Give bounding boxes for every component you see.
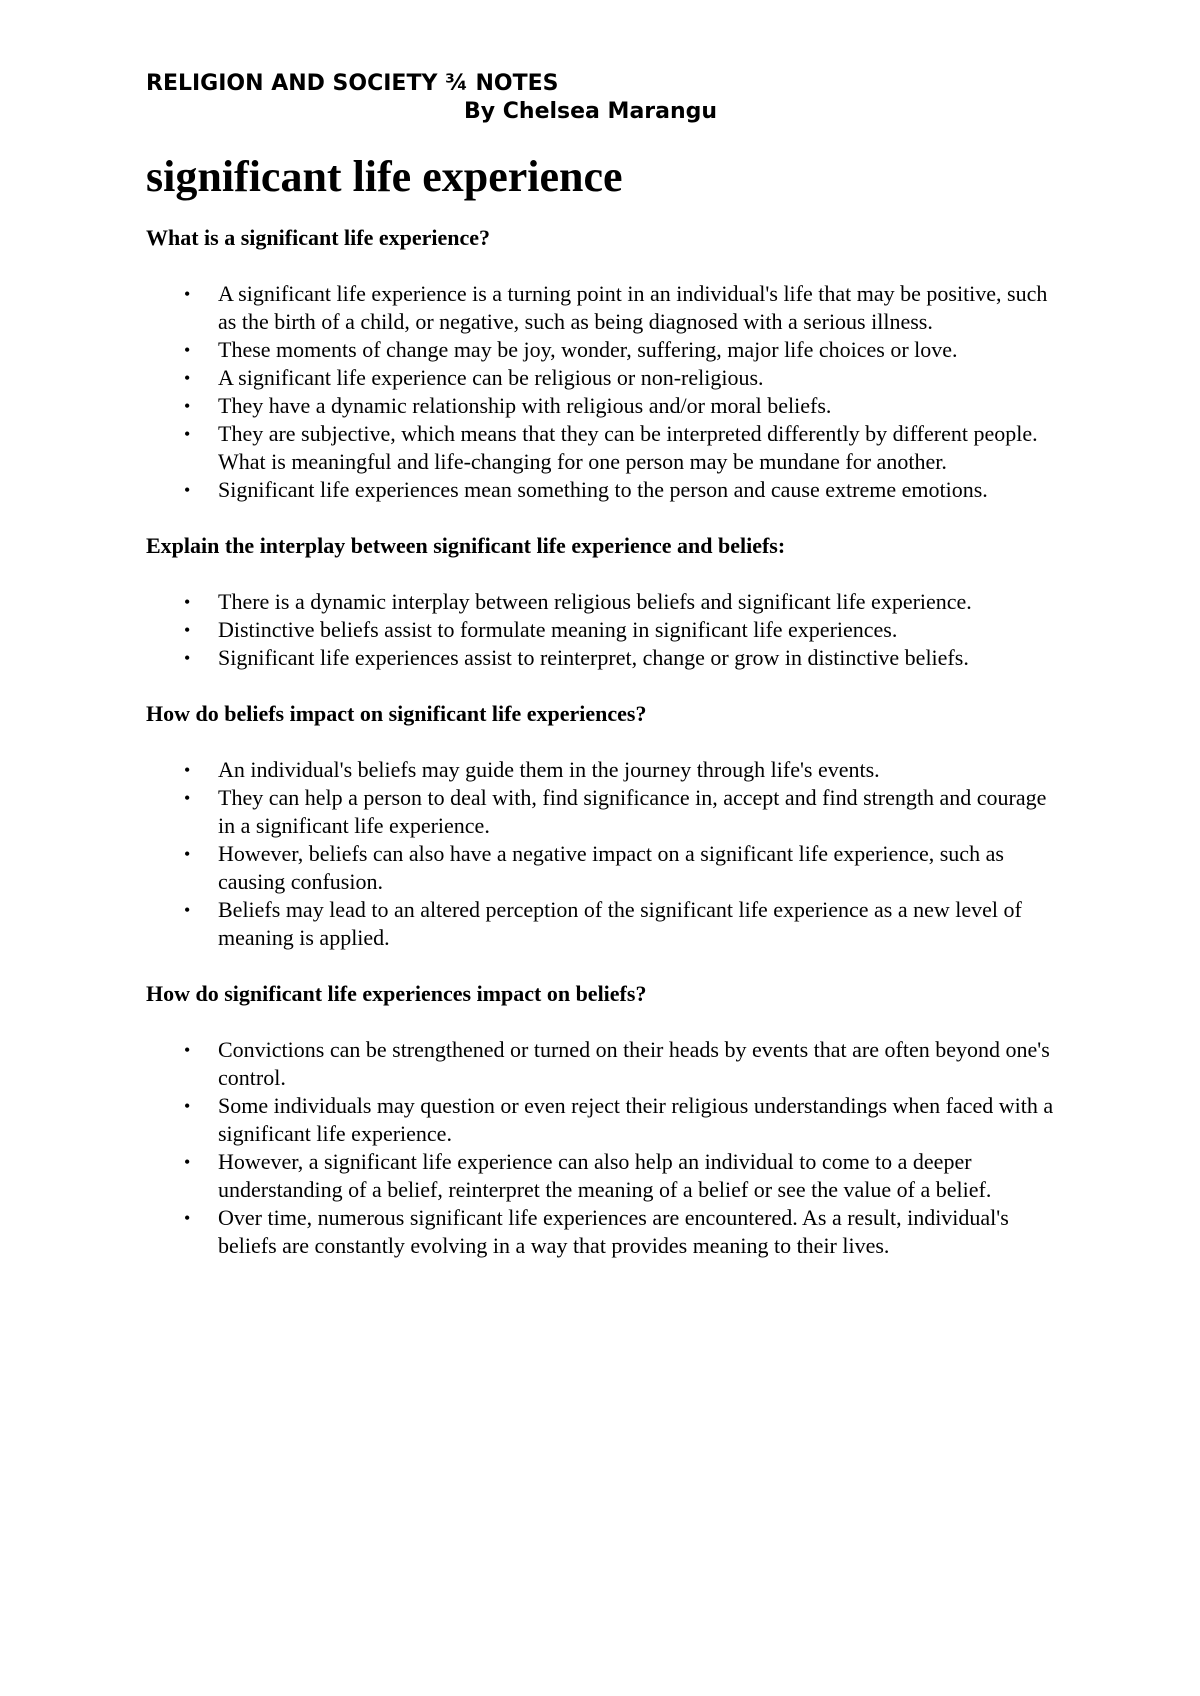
list-item-text: There is a dynamic interplay between religious beliefs and significant life experience. [218,589,972,614]
section-heading: What is a significant life experience? [146,225,491,250]
list-item [146,420,1066,476]
list-item [146,476,1066,504]
bullet-list [146,588,1066,672]
list-item-text: Some individuals may question or even reject their religious understandings when faced with a significant life experience. [218,1093,1054,1146]
bullet-icon: • [184,340,191,360]
section-heading: Explain the interplay between significant life experience and beliefs: [146,533,786,558]
bullet-list [146,756,1066,952]
section-experiences-impact [146,980,1066,1260]
bullet-icon: • [184,648,191,668]
document-author: By Chelsea Marangu [464,99,718,124]
list-item-text: Significant life experiences assist to reinterpret, change or grow in distinctive beliefs. [218,645,969,670]
bullet-icon: • [184,396,191,416]
list-item [146,756,1066,784]
list-item-text: They have a dynamic relationship with religious and/or moral beliefs. [218,393,832,418]
list-item-text: Distinctive beliefs assist to formulate meaning in significant life experiences. [218,617,898,642]
list-item-text: However, a significant life experience can also help an individual to come to a deeper understanding of a belief, reinterpret the meaning of a belief or see the value of a belief. [218,1149,992,1202]
section-what-is [146,224,1066,504]
bullet-icon: • [184,620,191,640]
list-item [146,784,1066,840]
bullet-icon: • [184,424,191,444]
document-header [146,70,846,126]
list-item-text: An individual's beliefs may guide them in the journey through life's events. [218,757,880,782]
bullet-icon: • [184,760,191,780]
list-item [146,896,1066,952]
page-heading: significant life experience [146,152,623,201]
bullet-icon: • [184,480,191,500]
bullet-icon: • [184,1096,191,1116]
document-title: RELIGION AND SOCIETY ¾ NOTES [146,71,559,96]
document-body [146,150,1066,1288]
list-item [146,588,1066,616]
bullet-icon: • [184,592,191,612]
section-beliefs-impact [146,700,1066,952]
bullet-icon: • [184,1208,191,1228]
section-heading: How do beliefs impact on significant life experiences? [146,701,647,726]
bullet-list [146,1036,1066,1260]
bullet-icon: • [184,368,191,388]
list-item-text: Over time, numerous significant life experiences are encountered. As a result, individual's beliefs are constantly evolving in a way that provides meaning to their lives. [218,1205,1009,1258]
list-item-text: However, beliefs can also have a negative impact on a significant life experience, such as causing confusion. [218,841,1004,894]
bullet-icon: • [184,900,191,920]
list-item [146,616,1066,644]
list-item-text: Significant life experiences mean something to the person and cause extreme emotions. [218,477,988,502]
list-item [146,280,1066,336]
bullet-icon: • [184,284,191,304]
bullet-icon: • [184,1040,191,1060]
section-interplay [146,532,1066,672]
bullet-icon: • [184,788,191,808]
list-item-text: They are subjective, which means that they can be interpreted differently by different people. What is meaningful and life-changing for one person may be mundane for another. [218,421,1038,474]
list-item [146,364,1066,392]
list-item [146,1036,1066,1092]
list-item [146,1148,1066,1204]
list-item [146,840,1066,896]
list-item-text: Convictions can be strengthened or turned on their heads by events that are often beyond one's control. [218,1037,1050,1090]
section-heading: How do significant life experiences impact on beliefs? [146,981,647,1006]
bullet-icon: • [184,844,191,864]
list-item-text: These moments of change may be joy, wonder, suffering, major life choices or love. [218,337,958,362]
list-item-text: A significant life experience is a turning point in an individual's life that may be positive, such as the birth of a child, or negative, such as being diagnosed with a serious illness. [218,281,1048,334]
list-item-text: Beliefs may lead to an altered perception of the significant life experience as a new level of meaning is applied. [218,897,1022,950]
list-item [146,392,1066,420]
bullet-list [146,280,1066,504]
list-item [146,644,1066,672]
list-item-text: A significant life experience can be religious or non-religious. [218,365,764,390]
list-item [146,336,1066,364]
list-item [146,1092,1066,1148]
bullet-icon: • [184,1152,191,1172]
list-item-text: They can help a person to deal with, find significance in, accept and find strength and courage in a significant life experience. [218,785,1047,838]
list-item [146,1204,1066,1260]
